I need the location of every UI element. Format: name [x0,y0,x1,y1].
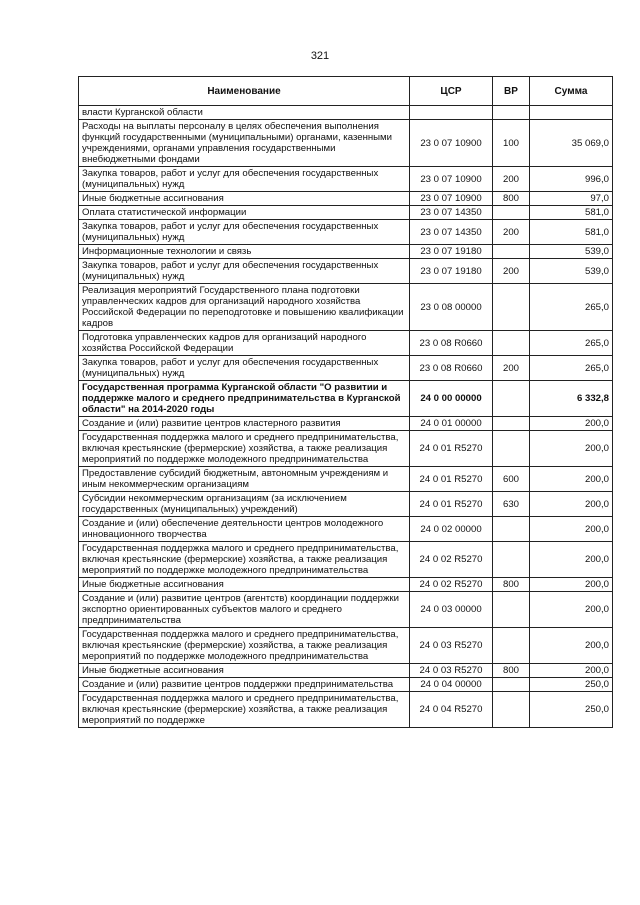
cell-vr [493,517,530,542]
cell-vr [493,284,530,331]
cell-csr: 24 0 03 R5270 [410,628,493,664]
table-row [79,578,613,592]
table-row [79,678,613,692]
cell-csr: 24 0 01 R5270 [410,492,493,517]
cell-csr: 23 0 07 14350 [410,220,493,245]
cell-vr [493,431,530,467]
header-vr: ВР [493,77,530,106]
cell-sum: 200,0 [530,664,613,678]
cell-name: Создание и (или) обеспечение деятельности центров молодежного инновационного творчества [79,517,410,542]
cell-csr: 24 0 03 R5270 [410,664,493,678]
cell-csr: 23 0 07 19180 [410,245,493,259]
cell-csr: 24 0 01 00000 [410,417,493,431]
cell-vr: 600 [493,467,530,492]
cell-name: Оплата статистической информации [79,206,410,220]
header-name: Наименование [79,77,410,106]
cell-csr: 24 0 01 R5270 [410,431,493,467]
cell-sum: 539,0 [530,259,613,284]
cell-csr: 23 0 07 19180 [410,259,493,284]
table-row [79,192,613,206]
cell-sum: 200,0 [530,492,613,517]
table-row [79,431,613,467]
table-row [79,331,613,356]
cell-sum: 6 332,8 [530,381,613,417]
cell-vr [493,331,530,356]
cell-vr: 630 [493,492,530,517]
cell-name: Иные бюджетные ассигнования [79,664,410,678]
cell-csr: 24 0 03 00000 [410,592,493,628]
cell-sum: 97,0 [530,192,613,206]
cell-vr [493,592,530,628]
budget-table [78,76,613,728]
cell-name: Государственная поддержка малого и среднего предпринимательства, включая крестьянские (фермерские) хозяйства, а также реализация мероприятий по поддержке [79,692,410,728]
cell-sum: 200,0 [530,542,613,578]
cell-sum: 250,0 [530,678,613,692]
cell-vr: 800 [493,578,530,592]
table-row [79,245,613,259]
table-row [79,664,613,678]
cell-csr: 24 0 02 R5270 [410,542,493,578]
cell-vr [493,542,530,578]
table-row [79,517,613,542]
cell-sum: 200,0 [530,431,613,467]
table-row [79,106,613,120]
table-row [79,492,613,517]
cell-name: Государственная поддержка малого и среднего предпринимательства, включая крестьянские (фермерские) хозяйства, а также реализация мероприятий по поддержке молодежного предпринимательства [79,542,410,578]
cell-name: Иные бюджетные ассигнования [79,578,410,592]
cell-sum: 250,0 [530,692,613,728]
table-row [79,381,613,417]
cell-vr: 200 [493,220,530,245]
table-row [79,120,613,167]
cell-csr: 23 0 07 10900 [410,192,493,206]
cell-sum: 996,0 [530,167,613,192]
cell-vr [493,381,530,417]
cell-vr: 200 [493,259,530,284]
table-row [79,356,613,381]
cell-name: Государственная программа Курганской области "О развитии и поддержке малого и среднего предпринимательства в Курганской области" на 2014-2020 годы [79,381,410,417]
cell-csr: 23 0 08 00000 [410,284,493,331]
cell-name: Реализация мероприятий Государственного плана подготовки управленческих кадров для организаций народного хозяйства Российской Федерации по переподготовке и повышению квалификации кадров [79,284,410,331]
cell-vr [493,206,530,220]
table-row [79,167,613,192]
cell-name: власти Курганской области [79,106,410,120]
cell-sum: 200,0 [530,592,613,628]
cell-csr: 24 0 02 R5270 [410,578,493,592]
cell-sum: 200,0 [530,628,613,664]
cell-name: Подготовка управленческих кадров для организаций народного хозяйства Российской Федерации [79,331,410,356]
cell-name: Иные бюджетные ассигнования [79,192,410,206]
table-header-row [79,77,613,106]
table-row [79,259,613,284]
cell-csr: 24 0 04 R5270 [410,692,493,728]
cell-csr: 24 0 04 00000 [410,678,493,692]
cell-vr: 200 [493,356,530,381]
cell-vr: 100 [493,120,530,167]
cell-sum: 581,0 [530,206,613,220]
cell-name: Закупка товаров, работ и услуг для обеспечения государственных (муниципальных) нужд [79,167,410,192]
cell-sum: 581,0 [530,220,613,245]
cell-sum [530,106,613,120]
cell-vr [493,692,530,728]
cell-sum: 265,0 [530,331,613,356]
cell-vr: 200 [493,167,530,192]
cell-vr: 800 [493,192,530,206]
cell-csr: 23 0 08 R0660 [410,356,493,381]
cell-csr: 23 0 07 10900 [410,167,493,192]
cell-vr [493,678,530,692]
cell-csr: 23 0 08 R0660 [410,331,493,356]
table-row [79,467,613,492]
cell-sum: 265,0 [530,356,613,381]
cell-sum: 200,0 [530,467,613,492]
cell-sum: 200,0 [530,517,613,542]
cell-name: Закупка товаров, работ и услуг для обеспечения государственных (муниципальных) нужд [79,220,410,245]
cell-name: Расходы на выплаты персоналу в целях обеспечения выполнения функций государственными (муниципальными) органами, казенными учреждениями, органами управления государственными внебюджетными фондами [79,120,410,167]
cell-name: Предоставление субсидий бюджетным, автономным учреждениям и иным некоммерческим организациям [79,467,410,492]
header-csr: ЦСР [410,77,493,106]
cell-name: Создание и (или) развитие центров (агентств) координации поддержки экспортно ориентированных субъектов малого и среднего предпринимательства [79,592,410,628]
table-row [79,628,613,664]
cell-vr [493,628,530,664]
cell-csr: 24 0 02 00000 [410,517,493,542]
cell-vr: 800 [493,664,530,678]
cell-sum: 200,0 [530,578,613,592]
table-row [79,284,613,331]
cell-name: Закупка товаров, работ и услуг для обеспечения государственных (муниципальных) нужд [79,356,410,381]
cell-name: Информационные технологии и связь [79,245,410,259]
table-row [79,692,613,728]
table-row [79,220,613,245]
cell-name: Создание и (или) развитие центров поддержки предпринимательства [79,678,410,692]
table-row [79,417,613,431]
table-row [79,542,613,578]
cell-name: Государственная поддержка малого и среднего предпринимательства, включая крестьянские (фермерские) хозяйства, а также реализация мероприятий по поддержке молодежного предпринимательства [79,628,410,664]
cell-vr [493,245,530,259]
cell-csr: 23 0 07 10900 [410,120,493,167]
cell-name: Закупка товаров, работ и услуг для обеспечения государственных (муниципальных) нужд [79,259,410,284]
header-sum: Сумма [530,77,613,106]
cell-csr [410,106,493,120]
cell-csr: 23 0 07 14350 [410,206,493,220]
table-row [79,206,613,220]
cell-name: Государственная поддержка малого и среднего предпринимательства, включая крестьянские (фермерские) хозяйства, а также реализация мероприятий по поддержке молодежного предпринимательства [79,431,410,467]
cell-csr: 24 0 01 R5270 [410,467,493,492]
cell-sum: 539,0 [530,245,613,259]
cell-sum: 265,0 [530,284,613,331]
cell-name: Создание и (или) развитие центров кластерного развития [79,417,410,431]
table-body [79,106,613,728]
page-number: 321 [310,50,330,62]
cell-vr [493,106,530,120]
cell-vr [493,417,530,431]
cell-name: Субсидии некоммерческим организациям (за исключением государственных (муниципальных) учреждений) [79,492,410,517]
cell-csr: 24 0 00 00000 [410,381,493,417]
cell-sum: 35 069,0 [530,120,613,167]
table-row [79,592,613,628]
cell-sum: 200,0 [530,417,613,431]
